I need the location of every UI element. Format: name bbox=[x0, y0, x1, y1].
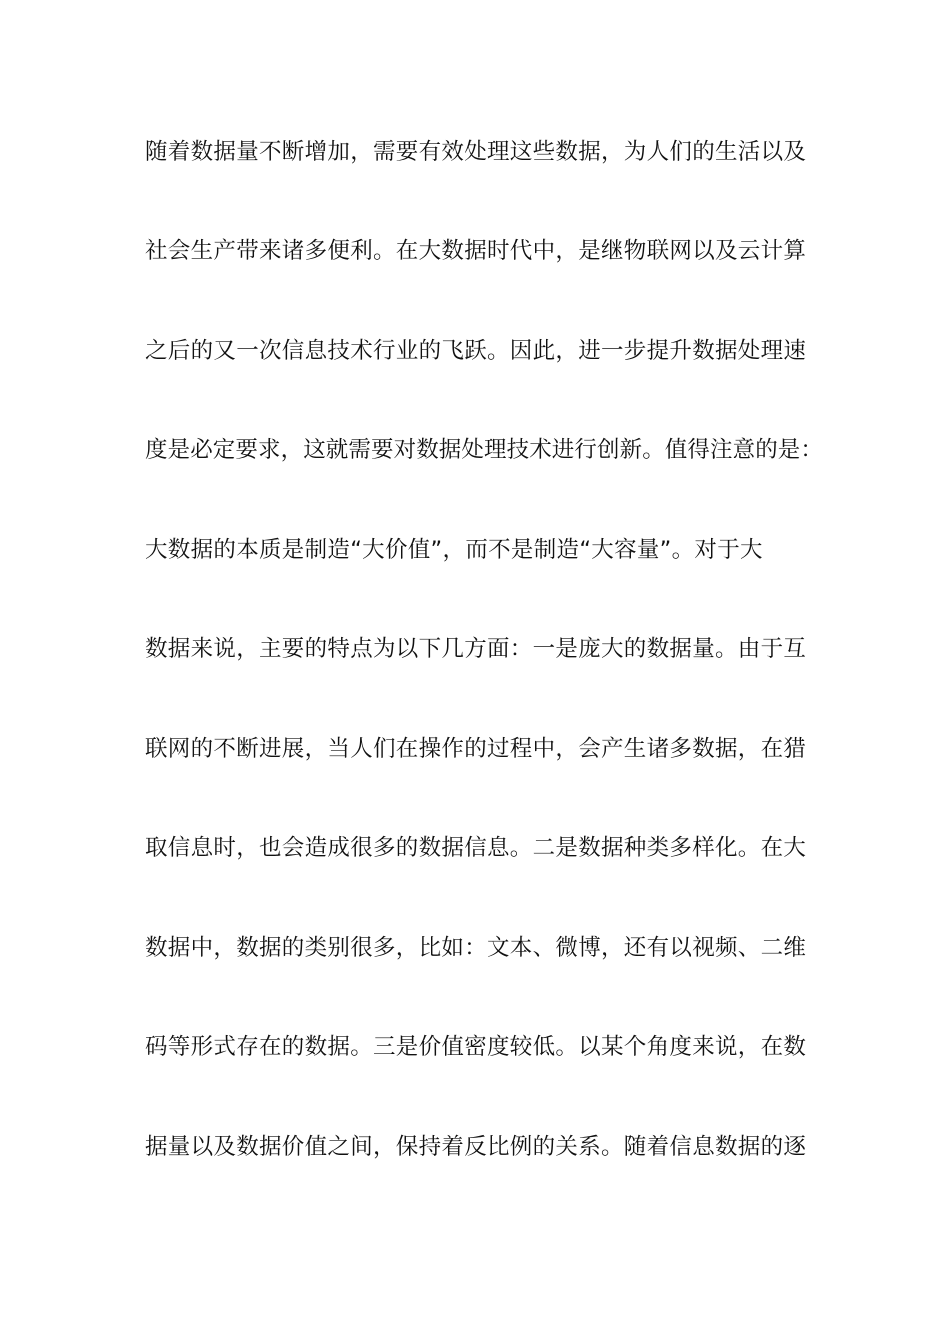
paragraph-line-5: 大数据的本质是制造“大价值”，而不是制造“大容量”。对于大 bbox=[145, 537, 763, 563]
paragraph-line-9: 数据中，数据的类别很多，比如：文本、微博，还有以视频、二维 bbox=[145, 935, 807, 961]
paragraph-line-2: 社会生产带来诸多便利。在大数据时代中，是继物联网以及云计算 bbox=[145, 238, 807, 264]
paragraph-line-8: 取信息时，也会造成很多的数据信息。二是数据种类多样化。在大 bbox=[145, 835, 807, 861]
paragraph-line-11: 据量以及数据价值之间，保持着反比例的关系。随着信息数据的逐 bbox=[145, 1134, 807, 1160]
paragraph-line-10: 码等形式存在的数据。三是价值密度较低。以某个角度来说，在数 bbox=[145, 1034, 807, 1060]
paragraph-line-6: 数据来说，主要的特点为以下几方面：一是庞大的数据量。由于互 bbox=[145, 636, 807, 662]
paragraph-line-4: 度是必定要求，这就需要对数据处理技术进行创新。值得注意的是： bbox=[145, 437, 824, 463]
paragraph-line-1: 随着数据量不断增加，需要有效处理这些数据，为人们的生活以及 bbox=[145, 139, 807, 165]
paragraph-line-3: 之后的又一次信息技术行业的飞跃。因此，进一步提升数据处理速 bbox=[145, 338, 807, 364]
paragraph-line-7: 联网的不断进展，当人们在操作的过程中，会产生诸多数据，在猎 bbox=[145, 736, 807, 762]
